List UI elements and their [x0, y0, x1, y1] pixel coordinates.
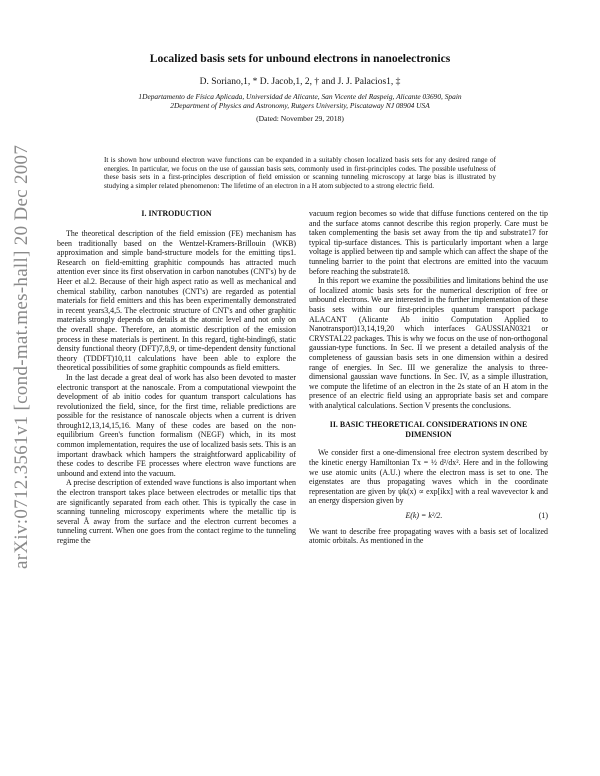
affiliation-1: 1Departamento de Física Aplicada, Universidad de Alicante, San Vicente del Raspeig, Alicante 03690, Spain [138, 92, 462, 101]
left-column [57, 209, 296, 546]
paragraph: We want to describe free propagating waves with a basis set of localized atomic orbitals. As mentioned in the [309, 526, 548, 546]
paragraph: In the last decade a great deal of work has also been devoted to master electronic transport at the nanoscale. From a computational viewpoint the development of ab initio codes for quantum transport calculations has revolutionized the field, since, for the first time, reliable predictions are possible for the resistance of nanoscale objects when a current is driven through12,13,14,15,16. Many of these codes are based on the non-equilibrium Green's function formalism (NEGF) which, in its most common implementation, requires the use of localized basis sets. This is an important drawback which hampers the straightforward applicability of these codes to describe FE processes where electron wave functions are unbound and extend into the vacuum. [57, 372, 296, 478]
abstract: It is shown how unbound electron wave functions can be expanded in a suitably chosen localized basis sets for any desired range of energies. In particular, we focus on the use of gaussian basis sets, commonly used in first-principles codes. The possible usefulness of these basis sets in a first-principles description of field emission or scanning tunneling microscopy at large bias is illustrated by studying a simpler related phenomenon: The lifetime of an electron in a H atom subjected to a strong electric field. [104, 156, 496, 191]
paragraph: A precise description of extended wave functions is also important when the electron transport takes place between electrodes or metallic tips that are significantly separated from each other. This is typically the case in scanning tunneling microscopy experiments where the metallic tip is several Å away from the surface and the electron current becomes a tunneling current. When one goes from the contact regime to the tunneling regime the [57, 478, 296, 545]
section-heading-intro: I. INTRODUCTION [141, 209, 212, 218]
paragraph: In this report we examine the possibilities and limitations behind the use of localized atomic basis sets for the numerical description of free or unbound electrons. We are interested in the further implementation of these basis sets within our first-principles quantum transport package ALACANT (Alicante Ab initio Computation Applied to Nanotransport)13,14,19,20 which interfaces GAUSSIAN0321 or CRYSTAL22 packages. This is why we focus on the use of non-orthogonal gaussian-type functions. In Sec. II we present a detailed analysis of the completeness of gaussian basis sets in one dimension within a desired range of energies. In Sec. III we generalize the analysis to three-dimensional gaussian wave functions. In Sec. IV, as a simple illustration, we compute the lifetime of an electron in the 2s state of an H atom in the presence of an electric field using an appropriate basis set and compare with analytical calculations. Section V presents the conclusions. [309, 276, 548, 410]
section-heading-basic: II. BASIC THEORETICAL CONSIDERATIONS IN ONE DIMENSION [329, 420, 528, 440]
paragraph: The theoretical description of the field emission (FE) mechanism has been traditionally based on the Wentzel-Kramers-Brillouin (WKB) approximation and simple band-structure models for the emitting tips1. Research on field-emitting graphitic compounds has attracted much attention ever since its first observation in carbon nanotubes (CNT's) by de Heer et al.2. Because of their high aspect ratio as well as mechanical and chemical stability, carbon nanotubes (CNT's) are regarded as potential materials for field emitters and this has been experimentally demonstrated in recent years3,4,5. The electronic structure of CNT's and other graphitic materials strongly depends on details at the atomic level and not only on the overall shape. Therefore, an atomistic description of the emission process in these materials is pertinent. In this regard, tight-binding6, static density functional theory (DFT)7,8,9, or time-dependent density functional theory (TDDFT)10,11 calculations have been able to explore the theoretical possibilities of some graphitic compounds as field emitters. [57, 229, 296, 373]
right-column [309, 209, 548, 546]
paper-title: Localized basis sets for unbound electrons in nanoelectronics [149, 52, 451, 65]
paper-authors: D. Soriano,1, * D. Jacob,1, 2, † and J. J. Palacios1, ‡ [199, 77, 401, 87]
equation-body: E(k) = k²/2. [405, 511, 443, 521]
arxiv-stamp: arXiv:0712.3561v1 [cond-mat.mes-hall] 20 Dec 2007 [11, 144, 32, 569]
paragraph: We consider first a one-dimensional free electron system described by the kinetic energy Hamiltonian Tx = ½ d²/dx². Here and in the following we use atomic units (A.U.) where the electron mass is set to one. The eigenstates are thus propagating waves which in the coordinate representation are given by ψk(x) ∝ exp[ikx] with a real wavevector k and an energy dispersion given by [309, 448, 548, 506]
affiliation-2: 2Department of Physics and Astronomy, Rutgers University, Piscataway NJ 08904 USA [170, 101, 430, 111]
paper-date: (Dated: November 29, 2018) [256, 114, 344, 123]
equation-1 [309, 511, 548, 521]
affiliations [60, 92, 540, 111]
equation-number: (1) [538, 511, 548, 521]
paragraph: vacuum region becomes so wide that diffuse functions centered on the tip and the surface atoms cannot describe this region properly. Care must be taken complementing the basis set away from the tip and substrate17 for typical tip-surface distances. This is particularly important when a large voltage is applied between tip and sample which can affect the shape of the tunneling barrier to the point that electrons are emitted into the vacuum before reaching the substrate18. [309, 209, 548, 276]
